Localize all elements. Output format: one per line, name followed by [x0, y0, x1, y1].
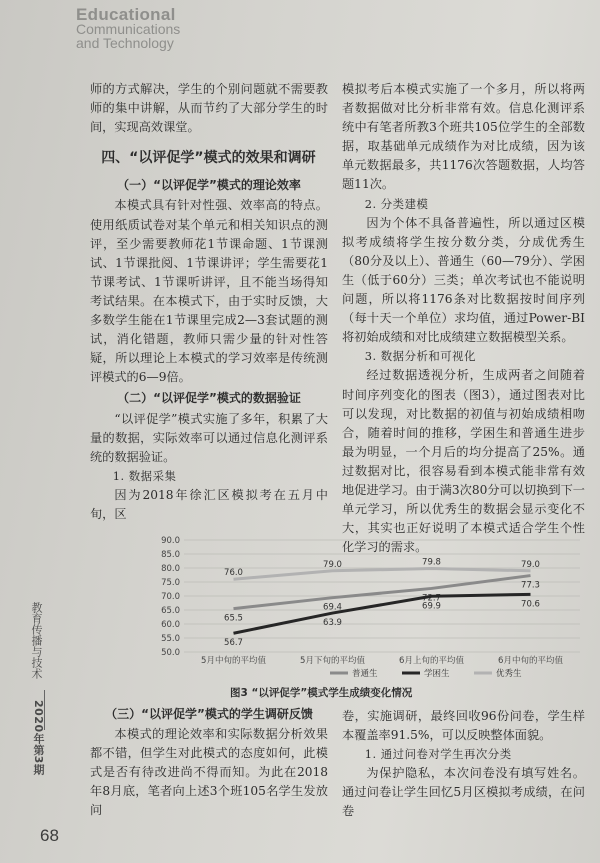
- figure-caption: 图3 “以评促学”模式学生成绩变化情况: [230, 687, 413, 699]
- series-line-学困生: [234, 594, 531, 633]
- minor-heading: 2. 分类建模: [364, 196, 429, 211]
- issue-label: 2020年第3期: [32, 700, 45, 776]
- data-label: 79.8: [422, 557, 441, 568]
- paragraph: 因为2018年徐汇区模拟考在五月中旬，区: [90, 487, 328, 521]
- journal-header: [76, 5, 181, 51]
- x-tick-label: 5月下旬的平均值: [300, 656, 365, 666]
- data-label: 79.0: [323, 559, 342, 570]
- subsection-heading: （三）“以评促学”模式的学生调研反馈: [105, 707, 313, 721]
- y-tick-label: 55.0: [161, 634, 180, 644]
- y-tick-label: 70.0: [161, 592, 180, 602]
- section-heading: 四、“以评促学”模式的效果和调研: [101, 150, 316, 167]
- subsection-heading: （一）“以评促学”模式的理论效率: [117, 178, 301, 193]
- paragraph: 为保护隐私，本次问卷没有填写姓名。通过问卷让学生回忆5月区模拟考成绩，在问卷: [342, 766, 585, 819]
- paragraph: 模拟考后本模式实施了一个多月，所以将两者数据做对比分析非常有效。信息化测评系统中有笔者所教3个班共105位学生的全部数据，取基础单元成绩作为对比成绩，因为该单元数据最多，共1176次答题数据，人均答题11次。: [342, 82, 585, 192]
- legend-label: 普通生: [352, 669, 378, 679]
- journal-title-line1: Educational: [76, 5, 176, 24]
- data-label: 79.0: [521, 559, 540, 570]
- legend-label: 优秀生: [496, 669, 522, 679]
- paragraph: 师的方式解决，学生的个别问题就不需要教师的集中讲解，从而节约了大部分学生的时间，实现高效课堂。: [90, 82, 328, 135]
- x-tick-label: 5月中旬的平均值: [201, 656, 266, 666]
- legend-label: 学困生: [424, 669, 450, 679]
- figure-3-chart: [150, 534, 590, 684]
- data-label: 69.4: [323, 602, 342, 613]
- left-column: [90, 80, 328, 524]
- y-tick-label: 80.0: [161, 564, 180, 574]
- series-line-优秀生: [234, 569, 531, 580]
- data-label: 56.7: [224, 638, 243, 649]
- data-label: 69.9: [422, 601, 441, 612]
- minor-heading: 1. 数据采集: [112, 468, 177, 483]
- data-label: 77.3: [521, 580, 540, 591]
- right-column: [342, 80, 585, 557]
- paragraph: 因为个体不具备普遍性，所以通过区模拟考成绩将学生按分数分类，分成优秀生（80分及以上）、普通生（60—79分）、学困生（低于60分）三类；单次考试也不能说明问题，所以将1176条对比数据按时间序列（每十天一个单位）求均值，通过Power-BI将初始成绩和对比成绩建立数据模型关系。: [342, 215, 585, 345]
- y-tick-label: 90.0: [161, 536, 180, 546]
- data-label: 70.6: [521, 599, 540, 610]
- data-label: 65.5: [224, 613, 243, 624]
- x-tick-label: 6月上旬的平均值: [399, 656, 464, 666]
- paragraph: 卷，实施调研，最终回收96份问卷，学生样本覆盖率91.5%，可以反映整体面貌。: [342, 709, 585, 743]
- paragraph: 本模式的理论效率和实际数据分析效果都不错，但学生对此模式的态度如何，此模式是否有待改进尚不得而知。为此在2018年8月底，笔者向上述3个班105名学生发放问: [90, 727, 328, 818]
- y-tick-label: 60.0: [161, 620, 180, 630]
- minor-heading: 3. 数据分析和可视化: [364, 349, 476, 364]
- subsection-heading: （二）“以评促学”模式的数据验证: [117, 391, 301, 406]
- minor-heading: 1. 通过问卷对学生再次分类: [364, 747, 512, 762]
- left-column-bottom: [90, 703, 328, 821]
- page-number: 68: [40, 826, 59, 845]
- data-label: 72.7: [422, 593, 441, 604]
- paragraph: 本模式具有针对性强、效率高的特点。使用纸质试卷对某个单元和相关知识点的测评，至少需要教师花1节课命题、1节课测试、1节课批阅、1节课讲评；学生需要花1节课考试、1节课听讲评，且不能当场得知考试结果。在本模式下，由于实时反馈，大多数学生能在1节课里完成2—3套试题的测试，消化错题，教师只需少量的针对性答疑，所以理论上本模式的学习效率是传统测评模式的6—9倍。: [90, 198, 328, 385]
- y-tick-label: 65.0: [161, 606, 180, 616]
- x-tick-label: 6月中旬的平均值: [498, 656, 563, 666]
- y-tick-label: 75.0: [161, 578, 180, 588]
- journal-title-line2: Communications: [76, 21, 181, 37]
- y-tick-label: 85.0: [161, 550, 180, 560]
- line-chart: [150, 534, 590, 684]
- data-label: 63.9: [323, 618, 342, 629]
- journal-title-line3: and Technology: [76, 35, 174, 51]
- paragraph: 经过数据透视分析，生成两者之间随着时间序列变化的图表（图3），通过图表对比可以发现，对比数据的初值与初始成绩相吻合，随着时间的推移，学困生和普通生进步最为明显，一个月后的均分提高了25%。通过数据对比，很容易看到本模式能非常有效地促进学习。由于满3次80分可以切换到下一单元学习，所以优秀生的数据会显示变化不大，其实也正好说明了本模式适合学生个性化学习的需求。: [342, 368, 585, 555]
- y-tick-label: 50.0: [161, 648, 180, 658]
- journal-name-vertical: 教育传播与技术: [30, 602, 43, 679]
- paragraph: “以评促学”模式实施了多年，积累了大量的数据，实际效率可以通过信息化测评系统的数据验证。: [90, 411, 328, 464]
- right-column-bottom: [342, 707, 585, 822]
- data-label: 76.0: [224, 568, 243, 579]
